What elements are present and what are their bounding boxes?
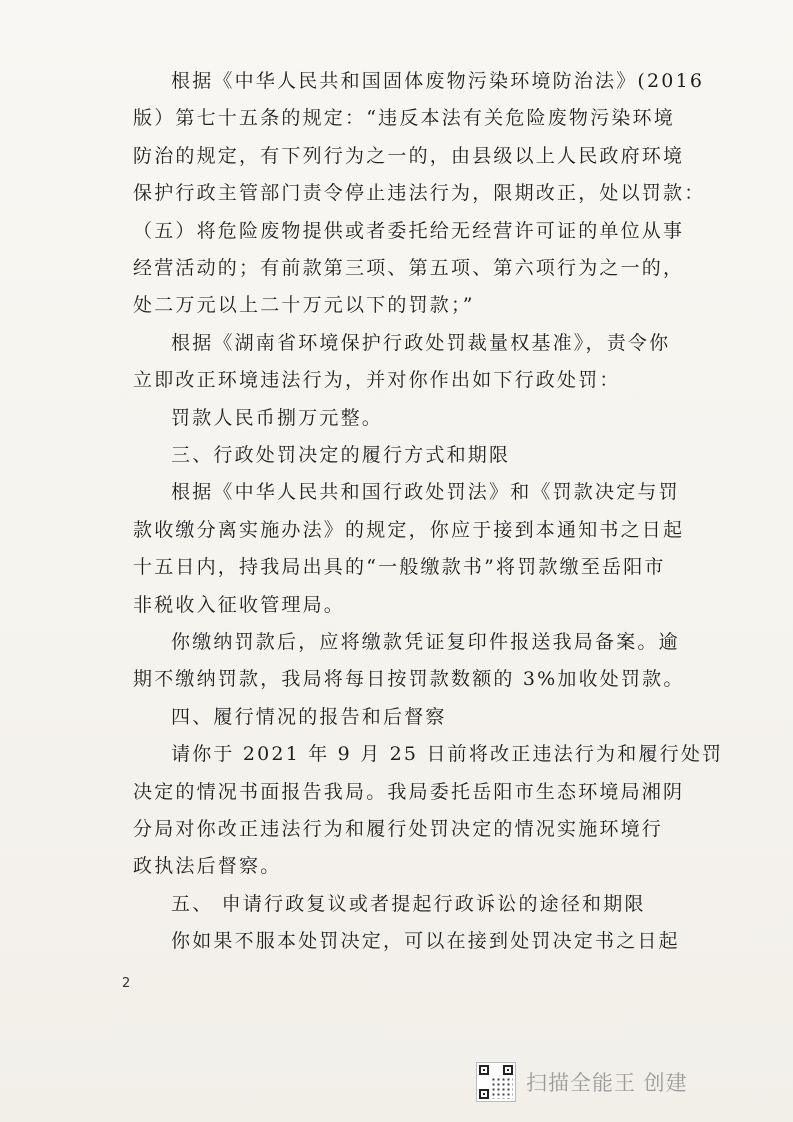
section-heading: 三、行政处罚决定的履行方式和期限 [171, 444, 511, 466]
text-line: 保护行政主管部门责令停止违法行为，限期改正，处以罚款： [133, 182, 706, 204]
text-line: 你缴纳罚款后，应将缴款凭证复印件报送我局备案。逾 [171, 631, 680, 653]
section-heading: 五、 申请行政复议或者提起行政诉讼的途径和期限 [171, 893, 646, 915]
text-line: 根据《中华人民共和国行政处罚法》和《罚款决定与罚 [171, 481, 680, 503]
scanner-watermark [476, 1062, 688, 1102]
text-line: 期不缴纳罚款，我局将每日按罚款数额的 3%加收处罚款。 [133, 668, 685, 690]
text-line: 罚款人民币捌万元整。 [171, 407, 384, 429]
text-line: 你如果不服本处罚决定，可以在接到处罚决定书之日起 [171, 930, 680, 952]
text-line: （五）将危险废物提供或者委托给无经营许可证的单位从事 [133, 220, 685, 242]
text-line: 处二万元以上二十万元以下的罚款；” [133, 294, 475, 316]
qr-code-icon [476, 1062, 516, 1102]
text-line: 决定的情况书面报告我局。我局委托岳阳市生态环境局湘阴 [133, 781, 685, 803]
page-number: 2 [122, 976, 131, 991]
text-line: 十五日内，持我局出具的“一般缴款书”将罚款缴至岳阳市 [133, 556, 666, 578]
text-line: 分局对你改正违法行为和履行处罚决定的情况实施环境行 [133, 818, 664, 840]
text-line: 立即改正环境违法行为，并对你作出如下行政处罚： [133, 369, 621, 391]
section-heading: 四、履行情况的报告和后督察 [171, 706, 447, 728]
text-line: 防治的规定，有下列行为之一的，由县级以上人民政府环境 [133, 145, 685, 167]
text-line: 根据《中华人民共和国固体废物污染环境防治法》(2016 [171, 70, 705, 92]
text-line: 款收缴分离实施办法》的规定，你应于接到本通知书之日起 [133, 519, 685, 541]
text-line: 非税收入征收管理局。 [133, 594, 346, 616]
text-line: 政执法后督察。 [133, 855, 282, 877]
watermark-text: 扫描全能王 创建 [526, 1071, 688, 1095]
text-line: 经营活动的；有前款第三项、第五项、第六项行为之一的， [133, 257, 685, 279]
text-line: 根据《湖南省环境保护行政处罚裁量权基准》，责令你 [171, 332, 671, 354]
text-line: 版）第七十五条的规定：“违反本法有关危险废物污染环境 [133, 107, 675, 129]
text-line: 请你于 2021 年 9 月 25 日前将改正违法行为和履行处罚 [171, 743, 724, 765]
